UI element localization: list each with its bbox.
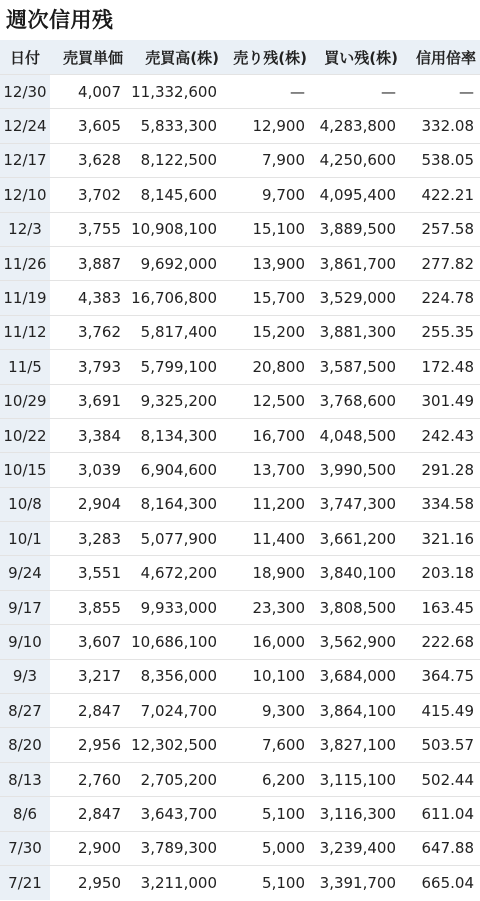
cell-buy-balance: 3,889,500 xyxy=(311,212,402,246)
cell-sell-balance: 7,900 xyxy=(223,143,311,177)
table-row xyxy=(0,556,480,590)
cell-price: 2,956 xyxy=(50,728,127,762)
cell-date: 8/13 xyxy=(0,762,50,796)
cell-sell-balance: 13,700 xyxy=(223,453,311,487)
column-header-buy-balance: 買い残(株) xyxy=(311,40,402,75)
cell-date: 9/24 xyxy=(0,556,50,590)
cell-margin-ratio: 257.58 xyxy=(402,212,480,246)
table-row xyxy=(0,143,480,177)
table-row xyxy=(0,315,480,349)
cell-date: 11/19 xyxy=(0,281,50,315)
cell-buy-balance: 3,391,700 xyxy=(311,865,402,899)
cell-buy-balance: 4,095,400 xyxy=(311,178,402,212)
cell-price: 4,383 xyxy=(50,281,127,315)
cell-volume: 12,302,500 xyxy=(127,728,223,762)
cell-sell-balance: 16,700 xyxy=(223,418,311,452)
cell-date: 10/29 xyxy=(0,384,50,418)
cell-volume: 5,833,300 xyxy=(127,109,223,143)
cell-price: 3,551 xyxy=(50,556,127,590)
cell-date: 9/17 xyxy=(0,590,50,624)
cell-price: 3,887 xyxy=(50,246,127,280)
cell-volume: 10,908,100 xyxy=(127,212,223,246)
cell-margin-ratio: 242.43 xyxy=(402,418,480,452)
cell-price: 2,760 xyxy=(50,762,127,796)
cell-buy-balance: 3,747,300 xyxy=(311,487,402,521)
cell-volume: 11,332,600 xyxy=(127,75,223,109)
column-header-sell-balance: 売り残(株) xyxy=(223,40,311,75)
cell-volume: 3,211,000 xyxy=(127,865,223,899)
cell-price: 2,950 xyxy=(50,865,127,899)
table-row xyxy=(0,522,480,556)
cell-margin-ratio: 172.48 xyxy=(402,350,480,384)
cell-volume: 7,024,700 xyxy=(127,694,223,728)
cell-date: 8/27 xyxy=(0,694,50,728)
cell-date: 10/1 xyxy=(0,522,50,556)
cell-date: 10/15 xyxy=(0,453,50,487)
cell-sell-balance: 15,700 xyxy=(223,281,311,315)
page-title: 週次信用残 xyxy=(6,8,114,32)
table-row xyxy=(0,453,480,487)
cell-sell-balance: 5,100 xyxy=(223,797,311,831)
cell-date: 12/3 xyxy=(0,212,50,246)
table-body xyxy=(0,75,480,900)
cell-sell-balance: 15,100 xyxy=(223,212,311,246)
cell-margin-ratio: 255.35 xyxy=(402,315,480,349)
cell-buy-balance: 3,840,100 xyxy=(311,556,402,590)
cell-sell-balance: 9,300 xyxy=(223,694,311,728)
column-header-price: 売買単価 xyxy=(50,40,127,75)
table-row xyxy=(0,625,480,659)
cell-volume: 10,686,100 xyxy=(127,625,223,659)
cell-margin-ratio: 364.75 xyxy=(402,659,480,693)
cell-volume: 3,643,700 xyxy=(127,797,223,831)
cell-buy-balance: 3,529,000 xyxy=(311,281,402,315)
cell-buy-balance: 3,808,500 xyxy=(311,590,402,624)
cell-margin-ratio: 277.82 xyxy=(402,246,480,280)
column-header-volume: 売買高(株) xyxy=(127,40,223,75)
cell-date: 12/10 xyxy=(0,178,50,212)
cell-buy-balance: 3,587,500 xyxy=(311,350,402,384)
cell-date: 11/12 xyxy=(0,315,50,349)
cell-price: 3,283 xyxy=(50,522,127,556)
cell-volume: 5,817,400 xyxy=(127,315,223,349)
cell-margin-ratio: 224.78 xyxy=(402,281,480,315)
cell-volume: 8,145,600 xyxy=(127,178,223,212)
table-row xyxy=(0,178,480,212)
table-row xyxy=(0,281,480,315)
cell-price: 3,691 xyxy=(50,384,127,418)
cell-margin-ratio: 301.49 xyxy=(402,384,480,418)
cell-margin-ratio: 222.68 xyxy=(402,625,480,659)
cell-buy-balance: 4,048,500 xyxy=(311,418,402,452)
cell-price: 3,217 xyxy=(50,659,127,693)
cell-sell-balance: 6,200 xyxy=(223,762,311,796)
cell-price: 3,384 xyxy=(50,418,127,452)
cell-sell-balance: 11,400 xyxy=(223,522,311,556)
cell-buy-balance: 3,768,600 xyxy=(311,384,402,418)
cell-price: 3,607 xyxy=(50,625,127,659)
cell-price: 3,855 xyxy=(50,590,127,624)
cell-sell-balance: 12,900 xyxy=(223,109,311,143)
cell-margin-ratio: 611.04 xyxy=(402,797,480,831)
cell-date: 7/30 xyxy=(0,831,50,865)
cell-volume: 6,904,600 xyxy=(127,453,223,487)
table-row xyxy=(0,350,480,384)
cell-price: 3,605 xyxy=(50,109,127,143)
cell-date: 12/30 xyxy=(0,75,50,109)
cell-price: 3,039 xyxy=(50,453,127,487)
cell-buy-balance: 3,116,300 xyxy=(311,797,402,831)
cell-sell-balance: 18,900 xyxy=(223,556,311,590)
cell-buy-balance: 4,250,600 xyxy=(311,143,402,177)
table-header-row xyxy=(0,40,480,75)
cell-buy-balance: 3,861,700 xyxy=(311,246,402,280)
cell-price: 2,847 xyxy=(50,694,127,728)
cell-buy-balance: 3,990,500 xyxy=(311,453,402,487)
cell-volume: 16,706,800 xyxy=(127,281,223,315)
cell-price: 3,628 xyxy=(50,143,127,177)
cell-volume: 9,933,000 xyxy=(127,590,223,624)
cell-buy-balance: 3,239,400 xyxy=(311,831,402,865)
table-row xyxy=(0,109,480,143)
cell-buy-balance: 4,283,800 xyxy=(311,109,402,143)
cell-volume: 8,134,300 xyxy=(127,418,223,452)
table-row xyxy=(0,384,480,418)
cell-sell-balance: 5,100 xyxy=(223,865,311,899)
cell-price: 2,900 xyxy=(50,831,127,865)
column-header-margin-ratio: 信用倍率 xyxy=(402,40,480,75)
cell-margin-ratio: 502.44 xyxy=(402,762,480,796)
cell-sell-balance: 7,600 xyxy=(223,728,311,762)
cell-volume: 5,799,100 xyxy=(127,350,223,384)
cell-volume: 2,705,200 xyxy=(127,762,223,796)
column-header-date: 日付 xyxy=(0,40,50,75)
cell-sell-balance: 10,100 xyxy=(223,659,311,693)
cell-margin-ratio: 334.58 xyxy=(402,487,480,521)
table-row xyxy=(0,487,480,521)
cell-margin-ratio: 503.57 xyxy=(402,728,480,762)
cell-date: 8/20 xyxy=(0,728,50,762)
weekly-margin-table xyxy=(0,40,480,900)
cell-sell-balance: 12,500 xyxy=(223,384,311,418)
cell-date: 7/21 xyxy=(0,865,50,899)
table-row xyxy=(0,590,480,624)
table-row xyxy=(0,831,480,865)
table-row xyxy=(0,246,480,280)
table-row xyxy=(0,75,480,109)
cell-volume: 3,789,300 xyxy=(127,831,223,865)
cell-sell-balance: 20,800 xyxy=(223,350,311,384)
cell-margin-ratio: 538.05 xyxy=(402,143,480,177)
cell-price: 3,702 xyxy=(50,178,127,212)
cell-date: 8/6 xyxy=(0,797,50,831)
cell-price: 3,755 xyxy=(50,212,127,246)
cell-date: 11/26 xyxy=(0,246,50,280)
cell-buy-balance: 3,864,100 xyxy=(311,694,402,728)
table-row xyxy=(0,212,480,246)
cell-volume: 8,356,000 xyxy=(127,659,223,693)
cell-margin-ratio: 415.49 xyxy=(402,694,480,728)
cell-sell-balance: 15,200 xyxy=(223,315,311,349)
cell-volume: 9,692,000 xyxy=(127,246,223,280)
cell-date: 10/22 xyxy=(0,418,50,452)
table-row xyxy=(0,797,480,831)
cell-sell-balance: 5,000 xyxy=(223,831,311,865)
cell-price: 2,847 xyxy=(50,797,127,831)
cell-margin-ratio: 321.16 xyxy=(402,522,480,556)
cell-sell-balance: 11,200 xyxy=(223,487,311,521)
cell-buy-balance: 3,827,100 xyxy=(311,728,402,762)
cell-margin-ratio: 291.28 xyxy=(402,453,480,487)
cell-price: 2,904 xyxy=(50,487,127,521)
cell-buy-balance: 3,684,000 xyxy=(311,659,402,693)
cell-margin-ratio: 203.18 xyxy=(402,556,480,590)
table-row xyxy=(0,418,480,452)
cell-margin-ratio: 163.45 xyxy=(402,590,480,624)
cell-volume: 5,077,900 xyxy=(127,522,223,556)
cell-sell-balance: 23,300 xyxy=(223,590,311,624)
table-row xyxy=(0,728,480,762)
cell-volume: 8,122,500 xyxy=(127,143,223,177)
cell-margin-ratio: 332.08 xyxy=(402,109,480,143)
cell-price: 3,762 xyxy=(50,315,127,349)
cell-buy-balance: 3,881,300 xyxy=(311,315,402,349)
cell-buy-balance: 3,562,900 xyxy=(311,625,402,659)
cell-margin-ratio: — xyxy=(402,75,480,109)
cell-margin-ratio: 665.04 xyxy=(402,865,480,899)
cell-date: 12/24 xyxy=(0,109,50,143)
cell-buy-balance: — xyxy=(311,75,402,109)
cell-margin-ratio: 422.21 xyxy=(402,178,480,212)
table-row xyxy=(0,865,480,899)
cell-date: 9/3 xyxy=(0,659,50,693)
cell-date: 10/8 xyxy=(0,487,50,521)
cell-sell-balance: 16,000 xyxy=(223,625,311,659)
cell-sell-balance: 9,700 xyxy=(223,178,311,212)
cell-buy-balance: 3,661,200 xyxy=(311,522,402,556)
cell-sell-balance: — xyxy=(223,75,311,109)
cell-margin-ratio: 647.88 xyxy=(402,831,480,865)
cell-volume: 9,325,200 xyxy=(127,384,223,418)
cell-volume: 4,672,200 xyxy=(127,556,223,590)
table-row xyxy=(0,694,480,728)
cell-date: 9/10 xyxy=(0,625,50,659)
cell-sell-balance: 13,900 xyxy=(223,246,311,280)
cell-price: 3,793 xyxy=(50,350,127,384)
table-row xyxy=(0,659,480,693)
cell-date: 12/17 xyxy=(0,143,50,177)
cell-volume: 8,164,300 xyxy=(127,487,223,521)
table-row xyxy=(0,762,480,796)
cell-date: 11/5 xyxy=(0,350,50,384)
cell-buy-balance: 3,115,100 xyxy=(311,762,402,796)
cell-price: 4,007 xyxy=(50,75,127,109)
